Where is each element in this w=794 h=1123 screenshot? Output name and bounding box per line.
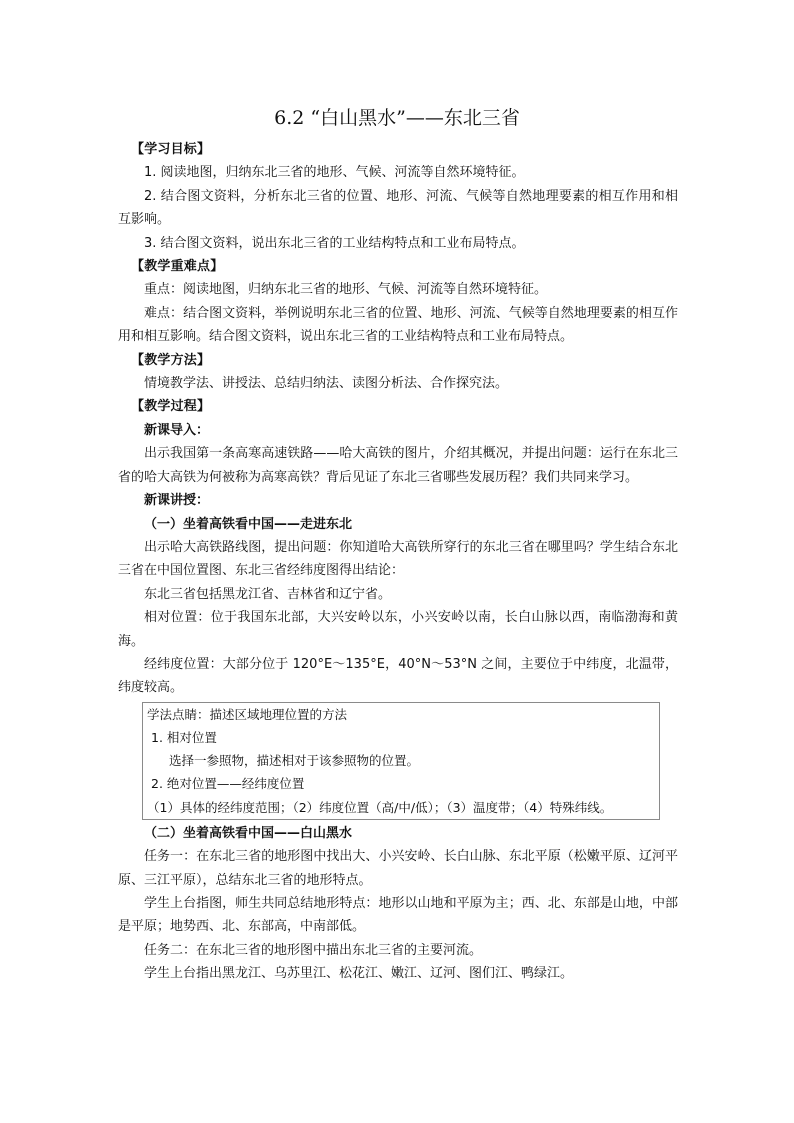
study-tip-box xyxy=(142,702,660,820)
keypoint-focus: 重点：阅读地图，归纳东北三省的地形、气候、河流等自然环境特征。 xyxy=(144,282,548,298)
objective-item: 2. 结合图文资料，分析东北三省的位置、地形、河流、气候等自然地理要素的相互作用和相互影响。 xyxy=(118,188,678,228)
tip-detail: 选择一参照物，描述相对于该参照物的位置。 xyxy=(169,753,420,769)
intro-text: 出示我国第一条高寒高速铁路——哈大高铁的图片，介绍其概况，并提出问题：运行在东北三省的哈大高铁为何被称为高寒高铁？背后见证了东北三省哪些发展历程？我们共同来学习。 xyxy=(118,446,678,485)
part2-heading: （二）坐着高铁看中国——白山黑水 xyxy=(144,825,353,841)
tip-title: 学法点睛：描述区域地理位置的方法 xyxy=(147,706,348,722)
objective-item: 3. 结合图文资料，说出东北三省的工业结构特点和工业布局特点。 xyxy=(144,235,525,251)
tip-detail: （1）具体的经纬度范围；（2）纬度位置（高/中/低）；（3）温度带；（4）特殊纬线。 xyxy=(147,799,613,815)
part2-paragraph: 学生上台指图，师生共同总结地形特点：地形以山地和平原为主；西、北、东部是山地，中部是平原；地势西、北、东部高，中南部低。 xyxy=(118,895,678,935)
tip-item: 1. 相对位置 xyxy=(151,729,217,745)
part2-paragraph: 学生上台指出黑龙江、乌苏里江、松花江、嫩江、辽河、图们江、鸭绿江。 xyxy=(144,966,574,982)
process-heading: 【教学过程】 xyxy=(131,399,211,415)
page-title: 6.2 “白山黑水”——东北三省 xyxy=(274,107,520,129)
intro-label: 新课导入： xyxy=(144,422,210,438)
tip-item: 2. 绝对位置——经纬度位置 xyxy=(151,776,305,792)
document-body xyxy=(118,138,678,986)
part1-heading: （一）坐着高铁看中国——走进东北 xyxy=(144,516,353,532)
methods-text: 情境教学法、讲授法、总结归纳法、读图分析法、合作探究法。 xyxy=(144,376,509,392)
part2-paragraph: 任务一：在东北三省的地形图中找出大、小兴安岭、长白山脉、东北平原（松嫩平原、辽河平原、三江平原），总结东北三省的地形特点。 xyxy=(118,849,678,888)
part2-paragraph: 任务二：在东北三省的地形图中描出东北三省的主要河流。 xyxy=(144,942,483,958)
keypoint-difficulty: 难点：结合图文资料，举例说明东北三省的位置、地形、河流、气候等自然地理要素的相互作用和相互影响。结合图文资料，说出东北三省的工业结构特点和工业布局特点。 xyxy=(118,305,678,345)
part1-paragraph: 东北三省包括黑龙江省、吉林省和辽宁省。 xyxy=(144,586,392,602)
methods-heading: 【教学方法】 xyxy=(131,352,211,368)
lecture-label: 新课讲授： xyxy=(144,493,210,509)
keypoints-heading: 【教学重难点】 xyxy=(131,259,224,275)
part1-paragraph: 出示哈大高铁路线图，提出问题：你知道哈大高铁所穿行的东北三省在哪里吗？学生结合东北三省在中国位置图、东北三省经纬度图得出结论： xyxy=(118,539,678,579)
part1-paragraph: 相对位置：位于我国东北部，大兴安岭以东，小兴安岭以南，长白山脉以西，南临渤海和黄海。 xyxy=(118,610,678,649)
part1-paragraph: 经纬度位置：大部分位于 120°E～135°E，40°N～53°N 之间，主要位于中纬度，北温带，纬度较高。 xyxy=(118,656,678,696)
objective-item: 1. 阅读地图，归纳东北三省的地形、气候、河流等自然环境特征。 xyxy=(144,165,525,181)
objectives-heading: 【学习目标】 xyxy=(131,142,211,157)
